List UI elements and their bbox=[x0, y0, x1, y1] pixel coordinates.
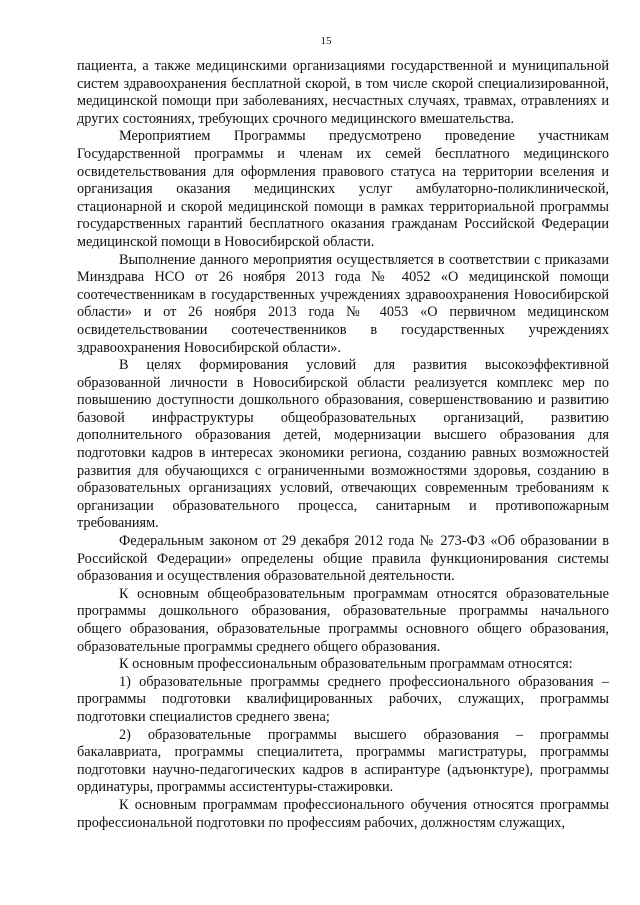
paragraph-2: Мероприятием Программы предусмотрено проведение участникам Государственной программы и членам их семей бесплатного медицинского освидетельствования для оформления правового статуса на территории вселения и организация оказания медицинских услуг амбулаторно-поликлинической, стационарной и скорой медицинской помощи в рамках территориальной программы государственных гарантий бесплатного оказания гражданам Российской Федерации медицинской помощи в Новосибирской области. bbox=[77, 128, 609, 250]
paragraph-10: К основным программам профессионального обучения относятся программы профессиональной подготовки по профессиям рабочих, должностям служащих, bbox=[77, 796, 609, 831]
paragraph-7: К основным профессиональным образовательным программам относятся: bbox=[119, 656, 573, 673]
paragraph-8: 1) образовательные программы среднего профессионального образования – программы подготовки квалифицированных рабочих, служащих, программы подготовки специалистов среднего звена; bbox=[77, 673, 609, 725]
document-body bbox=[77, 58, 609, 832]
paragraph-4: В целях формирования условий для развития высокоэффективной образованной личности в Новосибирской области реализуется комплекс мер по повышению доступности дошкольного образования, совершенствованию и развитию базовой инфраструктуры общеобразовательных организаций, развитию дополнительного образования детей, модернизации высшего образования для подготовки кадров в интересах экономики региона, созданию равных возможностей развития для обучающихся с ограниченными возможностями здоровья, созданию в образовательных организациях условий, отвечающих современным требованиям к организации образовательного процесса, санитарным и противопожарным требованиям. bbox=[77, 357, 609, 532]
paragraph-5: Федеральным законом от 29 декабря 2012 года № 273-ФЗ «Об образовании в Российской Федерации» определены общие правила функционирования системы образования и осуществления образовательной деятельности. bbox=[77, 533, 609, 585]
paragraph-1: пациента, а также медицинскими организациями государственной и муниципальной систем здравоохранения бесплатной скорой, в том числе скорой специализированной, медицинской помощи при заболеваниях, несчастных случаях, травмах, отравлениях и других состояниях, требующих срочного медицинского вмешательства. bbox=[77, 58, 609, 127]
paragraph-3: Выполнение данного мероприятия осуществляется в соответствии с приказами Минздрава НСО от 26 ноября 2013 года № 4052 «О медицинской помощи соотечественникам в государственных учреждениях здравоохранения Новосибирской области» и от 26 ноября 2013 года № 4053 «О первичном медицинском освидетельствовании соотечественников в государственных учреждениях здравоохранения Новосибирской области». bbox=[77, 251, 609, 356]
page-number: 15 bbox=[320, 35, 332, 47]
paragraph-9: 2) образовательные программы высшего образования – программы бакалавриата, программы специалитета, программы магистратуры, программы подготовки научно-педагогических кадров в аспирантуре (адъюнктуре), программы ординатуры, программы ассистентуры-стажировки. bbox=[77, 726, 609, 796]
paragraph-6: К основным общеобразовательным программам относятся образовательные программы дошкольного образования, образовательные программы начального общего образования, образовательные программы основного общего образования, образовательные программы среднего общего образования. bbox=[77, 585, 609, 655]
